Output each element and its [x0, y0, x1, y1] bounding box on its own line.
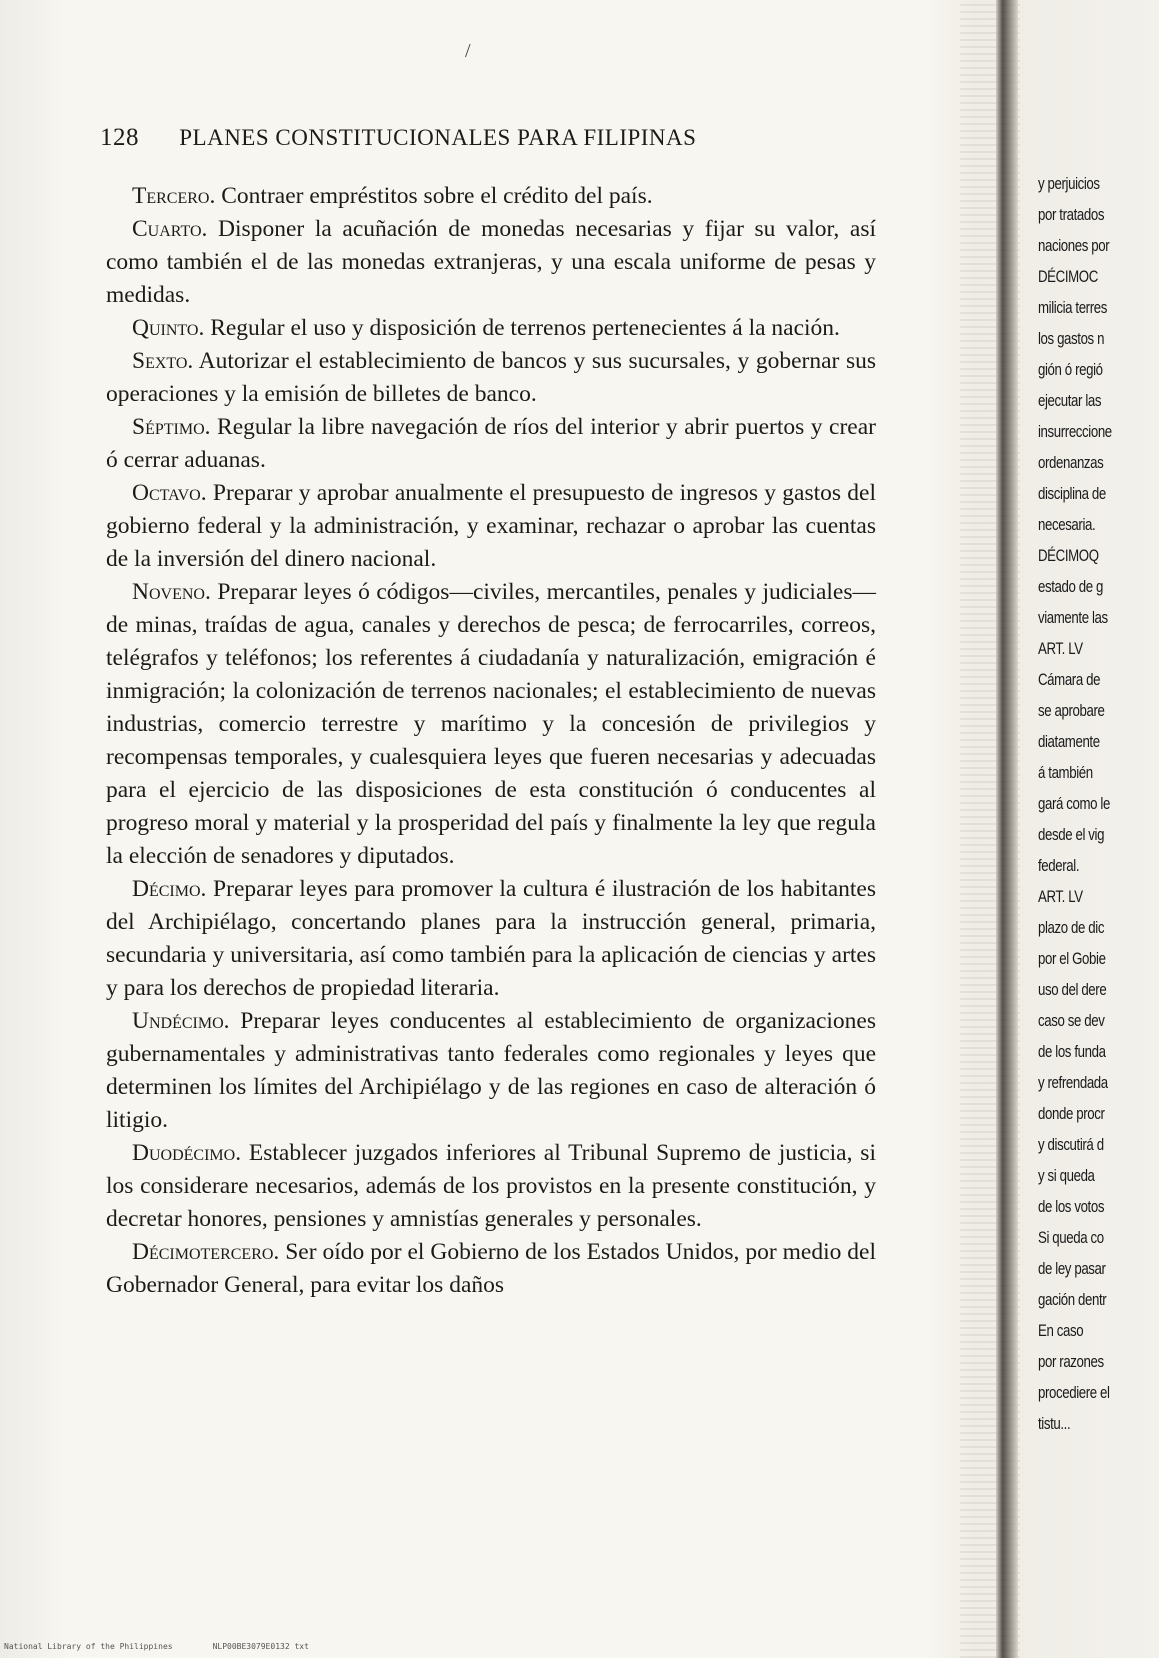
adjacent-page-line: se aprobare — [1038, 701, 1105, 720]
article-paragraph — [106, 213, 876, 312]
adjacent-page-line: y discutirá d — [1038, 1135, 1104, 1154]
article-paragraph — [106, 411, 876, 477]
adjacent-page-line: diatamente — [1038, 732, 1100, 751]
paragraph-text: Disponer la acuñación de monedas necesarias y fijar su valor, así como también el de las monedas extranjeras, y una escala uniforme de pesas y medidas. — [106, 216, 876, 308]
page-mark: / — [465, 40, 471, 62]
article-paragraph — [106, 477, 876, 576]
adjacent-page-line: ordenanzas — [1038, 453, 1104, 472]
adjacent-page-line: por el Gobie — [1038, 949, 1106, 968]
paragraph-label: Duodécimo. — [132, 1140, 242, 1166]
footer-text: National Library of the Philippines — [4, 1642, 173, 1651]
paragraph-label: Noveno. — [132, 579, 211, 605]
paragraph-text: Establecer juzgados inferiores al Tribunal Supremo de justicia, si los considerare necesarios, además de los provistos en la presente constitución, y decretar honores, pensiones y amnistías generales y personales. — [106, 1140, 876, 1232]
adjacent-page-fragment — [1038, 168, 1159, 1648]
paragraph-label: Décimo. — [132, 876, 207, 902]
book-binding — [996, 0, 1018, 1658]
adjacent-page-line: y perjuicios — [1038, 174, 1100, 193]
adjacent-page-line: de los funda — [1038, 1042, 1106, 1061]
paragraph-label: Octavo. — [132, 480, 207, 506]
paragraph-text: Preparar y aprobar anualmente el presupuesto de ingresos y gastos del gobierno federal y la administración, y examinar, rechazar o aprobar las cuentas de la inversión del dinero nacional. — [106, 480, 876, 572]
paragraph-label: Décimotercero. — [132, 1239, 280, 1265]
adjacent-page-line: ART. LV — [1038, 639, 1083, 658]
adjacent-page-line: donde procr — [1038, 1104, 1105, 1123]
paragraph-text: Preparar leyes ó códigos—civiles, mercantiles, penales y judiciales—de minas, traídas de agua, canales y derechos de pesca; de ferrocarriles, correos, telégrafos y teléfonos; los referentes á ciudadanía y naturalización, emigración é inmigración; la colonización de terrenos nacionales; el establecimiento de nuevas industrias, comercio terrestre y marítimo y la concesión de privilegios y recompensas temporales, y cualesquiera leyes que fueren necesarias y adecuadas para el ejercicio de las disposiciones de esta constitución ó conducentes al progreso moral y material y la prosperidad del país y finalmente la ley que regula la elección de senadores y diputados. — [106, 579, 876, 869]
paragraph-text: Regular el uso y disposición de terrenos pertenecientes á la nación. — [204, 315, 840, 341]
paragraph-text: Autorizar el establecimiento de bancos y sus sucursales, y gobernar sus operaciones y la emisión de billetes de banco. — [106, 348, 876, 407]
adjacent-page-line: insurreccione — [1038, 422, 1112, 441]
adjacent-page-line: naciones por — [1038, 236, 1110, 255]
adjacent-page-line: uso del dere — [1038, 980, 1107, 999]
paragraph-label: Tercero. — [132, 183, 216, 209]
adjacent-page-line: federal. — [1038, 856, 1080, 875]
adjacent-page-line: gación dentr — [1038, 1290, 1107, 1309]
adjacent-page-line: gión ó regió — [1038, 360, 1103, 379]
adjacent-page-line: tistu... — [1038, 1414, 1071, 1433]
paragraph-label: Quinto. — [132, 315, 205, 341]
adjacent-page-line: y refrendada — [1038, 1073, 1108, 1092]
adjacent-page-line: milicia terres — [1038, 298, 1107, 317]
paragraph-label: Sexto. — [132, 348, 194, 374]
running-header — [100, 124, 780, 152]
adjacent-page-line: viamente las — [1038, 608, 1108, 627]
adjacent-page-line: caso se dev — [1038, 1011, 1105, 1030]
paragraph-text: Ser oído por el Gobierno de los Estados Unidos, por medio del Gobernador General, para evitar los daños — [106, 1239, 876, 1298]
paragraph-label: Cuarto. — [132, 216, 208, 242]
scan-footer — [4, 1642, 349, 1651]
adjacent-page-line: de ley pasar — [1038, 1259, 1106, 1278]
adjacent-page-line: desde el vig — [1038, 825, 1105, 844]
adjacent-page-line: gará como le — [1038, 794, 1110, 813]
adjacent-page-line: En caso — [1038, 1321, 1084, 1340]
article-paragraph — [106, 1137, 876, 1236]
adjacent-page-line: DÉCIMOQ — [1038, 546, 1099, 565]
paragraph-label: Undécimo. — [132, 1008, 230, 1034]
running-title: PLANES CONSTITUCIONALES PARA FILIPINAS — [179, 125, 697, 150]
adjacent-page-line: estado de g — [1038, 577, 1104, 596]
adjacent-page-line: los gastos n — [1038, 329, 1105, 348]
paragraph-text: Regular la libre navegación de ríos del interior y abrir puertos y crear ó cerrar aduanas. — [106, 414, 876, 473]
adjacent-page-line: ART. LV — [1038, 887, 1083, 906]
adjacent-page-line: disciplina de — [1038, 484, 1106, 503]
article-paragraph — [106, 180, 876, 213]
footer-text: NLP00BE3079E0132 txt — [212, 1642, 309, 1651]
adjacent-page-line: Cámara de — [1038, 670, 1101, 689]
article-paragraph — [106, 873, 876, 1005]
adjacent-page-line: plazo de dic — [1038, 918, 1105, 937]
paragraph-text: Contraer empréstitos sobre el crédito del país. — [215, 183, 653, 209]
adjacent-page-line: á también — [1038, 763, 1093, 782]
adjacent-page-line: necesaria. — [1038, 515, 1096, 534]
adjacent-page-line: por tratados — [1038, 205, 1105, 224]
adjacent-page-line: por razones — [1038, 1352, 1104, 1371]
article-paragraph — [106, 345, 876, 411]
body-text — [106, 180, 876, 1302]
article-paragraph — [106, 1005, 876, 1137]
adjacent-page-line: DÉCIMOC — [1038, 267, 1098, 286]
adjacent-page-line: Si queda co — [1038, 1228, 1104, 1247]
adjacent-page-line: ejecutar las — [1038, 391, 1102, 410]
article-paragraph — [106, 1236, 876, 1302]
paragraph-text: Preparar leyes para promover la cultura é ilustración de los habitantes del Archipiélago, concertando planes para la instrucción general, primaria, secundaria y universitaria, así como también para la aplicación de ciencias y artes y para los derechos de propiedad literaria. — [106, 876, 876, 1001]
adjacent-page-line: procediere el — [1038, 1383, 1110, 1402]
page-number: 128 — [100, 124, 139, 151]
paragraph-text: Preparar leyes conducentes al establecimiento de organizaciones gubernamentales y administrativas tanto federales como regionales y leyes que determinen los límites del Archipiélago y de las regiones en caso de alteración ó litigio. — [106, 1008, 876, 1133]
article-paragraph — [106, 312, 876, 345]
adjacent-page-line: y si queda — [1038, 1166, 1095, 1185]
paragraph-label: Séptimo. — [132, 414, 211, 440]
adjacent-page-line: de los votos — [1038, 1197, 1105, 1216]
article-paragraph — [106, 576, 876, 873]
